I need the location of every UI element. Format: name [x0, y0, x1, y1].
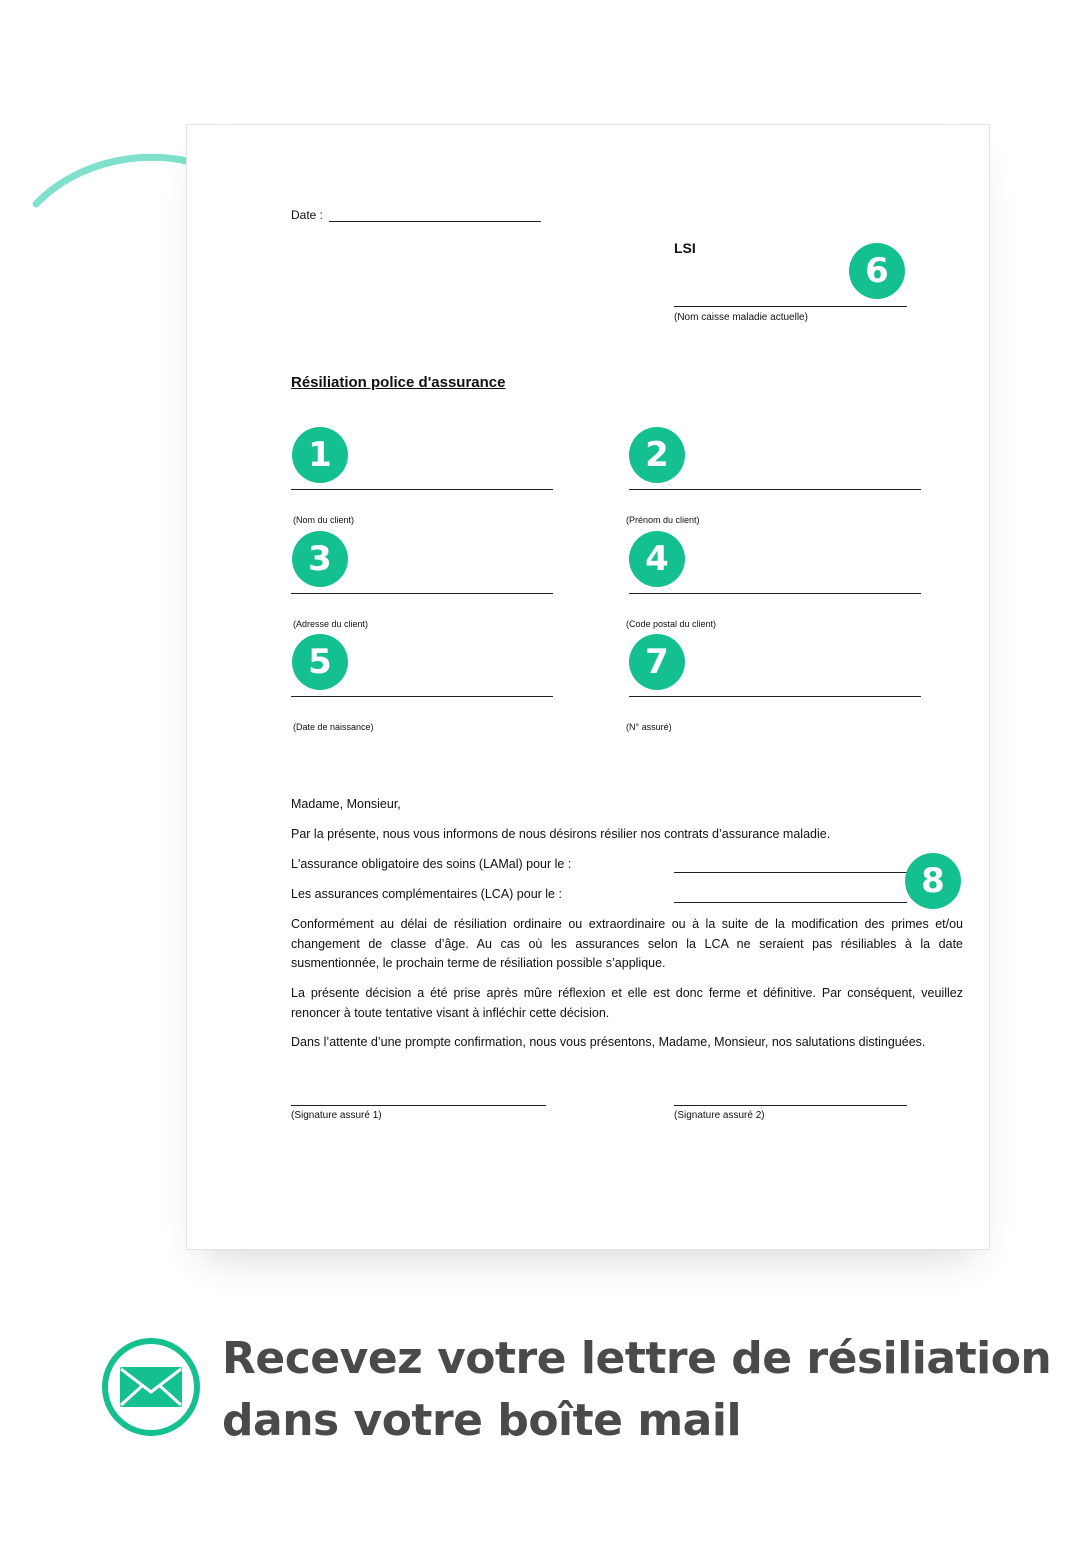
insurer-line: [674, 306, 907, 307]
lamal-label: L'assurance obligatoire des soins (LAMal) pour le :: [291, 857, 572, 871]
paragraph-decision: La présente décision a été prise après mûre réflexion et elle est donc ferme et définitive. Par conséquent, veuillez renoncer à toute tentative visant à infléchir cette décision.: [291, 986, 963, 1020]
field-line-adresse: [291, 593, 553, 594]
footer-line-2: dans votre boîte mail: [222, 1395, 742, 1446]
salutation: Madame, Monsieur,: [291, 797, 401, 811]
badge-2: 2: [629, 427, 685, 483]
badge-1: 1: [292, 427, 348, 483]
signature-line-1: [291, 1105, 546, 1106]
letter-document: [186, 124, 990, 1250]
footer-line-1: Recevez votre lettre de résiliation: [222, 1333, 1052, 1384]
insurer-caption: (Nom caisse maladie actuelle): [674, 312, 808, 323]
badge-4: 4: [629, 531, 685, 587]
field-caption-naissance: (Date de naissance): [293, 722, 374, 732]
field-line-numero-assure: [629, 696, 921, 697]
date-label: Date :: [291, 208, 324, 222]
field-line-nom: [291, 489, 553, 490]
badge-6: 6: [849, 243, 905, 299]
paragraph-closing: Dans l’attente d’une prompte confirmation, nous vous présentons, Madame, Monsieur, nos salutations distinguées.: [291, 1035, 926, 1049]
badge-8: 8: [905, 853, 961, 909]
field-line-code-postal: [629, 593, 921, 594]
lamal-date-line: [674, 872, 907, 873]
field-caption-numero-assure: (N° assuré): [626, 722, 672, 732]
field-caption-adresse: (Adresse du client): [293, 619, 369, 629]
field-caption-prenom: (Prénom du client): [626, 515, 700, 525]
badge-7: 7: [629, 634, 685, 690]
badge-5: 5: [292, 634, 348, 690]
field-caption-code-postal: (Code postal du client): [626, 619, 717, 629]
signature-line-2: [674, 1105, 907, 1106]
signature-caption-1: (Signature assuré 1): [291, 1110, 382, 1121]
envelope-icon: [100, 1336, 202, 1438]
field-caption-nom: (Nom du client): [293, 515, 355, 525]
signature-caption-2: (Signature assuré 2): [674, 1110, 765, 1121]
field-line-naissance: [291, 696, 553, 697]
lca-label: Les assurances complémentaires (LCA) pour le :: [291, 887, 562, 901]
badge-3: 3: [292, 531, 348, 587]
lca-date-line: [674, 902, 907, 903]
field-line-prenom: [629, 489, 921, 490]
letter-title: Résiliation police d'assurance: [291, 374, 506, 391]
intro-text: Par la présente, nous vous informons de nous désirons résilier nos contrats d’assurance maladie.: [291, 827, 831, 841]
insurer-name: LSI: [674, 240, 696, 256]
footer-headline: [222, 1328, 1062, 1452]
date-line: [329, 221, 541, 222]
paragraph-conformement: Conformément au délai de résiliation ordinaire ou extraordinaire ou à la suite de la modification des primes et/ou changement de classe d’âge. Au cas où les assurances selon la LCA ne seraient pas résiliables à la date susmentionnée, le prochain terme de résiliation possible s’applique.: [291, 917, 963, 970]
